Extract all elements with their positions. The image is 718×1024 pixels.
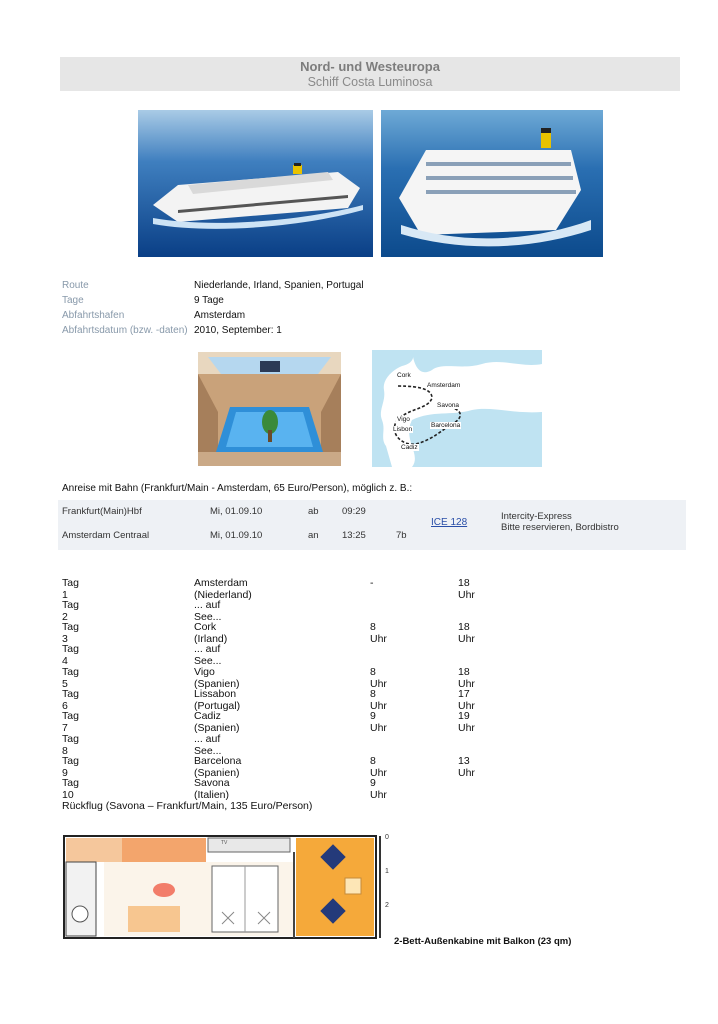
itinerary-arrival: 8 Uhr	[370, 688, 387, 712]
map-label-amsterdam: Amsterdam	[427, 382, 461, 389]
page-subtitle: Schiff Costa Luminosa	[307, 75, 433, 89]
itinerary-port: ... auf See...	[194, 599, 222, 623]
train-row-1-station: Frankfurt(Main)Hbf	[62, 506, 142, 517]
itinerary-day: Tag 8	[62, 733, 79, 757]
map-label-barcelona: Barcelona	[431, 422, 461, 429]
info-label-port: Abfahrtshafen	[62, 310, 125, 321]
itinerary-day: Tag 7	[62, 710, 79, 734]
info-label-days: Tage	[62, 295, 84, 306]
itinerary-arrival: 9 Uhr	[370, 710, 387, 734]
itinerary-port: Cork (Irland)	[194, 621, 228, 645]
itinerary-day: Tag 1	[62, 577, 79, 601]
tv-label: TV	[221, 840, 228, 846]
itinerary-departure: 18 Uhr	[458, 621, 475, 645]
pool-photo	[198, 352, 341, 466]
ship-photo-left	[138, 110, 373, 257]
itinerary-departure: 13 Uhr	[458, 755, 475, 779]
itinerary-arrival: 8 Uhr	[370, 621, 387, 645]
itinerary-day: Tag 9	[62, 755, 79, 779]
itinerary-arrival: 8 Uhr	[370, 666, 387, 690]
train-number-link[interactable]: ICE 128	[431, 517, 468, 528]
itinerary-port: Lissabon (Portugal)	[194, 688, 241, 712]
itinerary-port: Cadiz (Spanien)	[194, 710, 240, 734]
itinerary-port: ... auf See...	[194, 733, 222, 757]
train-row-1-time: 09:29	[342, 506, 366, 517]
itinerary-arrival: 8 Uhr	[370, 755, 387, 779]
itinerary-departure: 19 Uhr	[458, 710, 475, 734]
itinerary-port: Barcelona (Spanien)	[194, 755, 242, 779]
train-type-note: Intercity-Express	[501, 511, 572, 522]
itinerary-day: Tag 2	[62, 599, 79, 623]
scale-mark-2: 2	[385, 902, 389, 909]
train-row-2-platform: 7b	[396, 530, 407, 541]
train-connection-box	[58, 500, 686, 550]
itinerary-arrival: -	[370, 577, 374, 589]
train-reservation-note: Bitte reservieren, Bordbistro	[501, 522, 619, 533]
cabin-caption: 2-Bett-Außenkabine mit Balkon (23 qm)	[394, 936, 572, 947]
info-value-days: 9 Tage	[194, 295, 224, 306]
itinerary-port: Savona (Italien)	[194, 777, 230, 801]
train-row-2-time: 13:25	[342, 530, 366, 541]
train-row-2-station: Amsterdam Centraal	[62, 530, 150, 541]
page-title: Nord- und Westeuropa	[300, 59, 440, 74]
itinerary-day: Tag 6	[62, 688, 79, 712]
itinerary-departure: 18 Uhr	[458, 666, 475, 690]
return-flight-info: Rückflug (Savona – Frankfurt/Main, 135 Euro/Person)	[62, 800, 313, 812]
train-row-1-dir: ab	[308, 506, 319, 517]
map-label-vigo: Vigo	[397, 416, 410, 423]
map-label-savona: Savona	[437, 402, 460, 409]
ship-photo-right	[381, 110, 603, 257]
itinerary-port: ... auf See...	[194, 643, 222, 667]
train-row-1-date: Mi, 01.09.10	[210, 506, 263, 517]
map-label-cadiz: Cadiz	[401, 444, 418, 451]
itinerary-arrival: 9 Uhr	[370, 777, 387, 801]
info-value-route: Niederlande, Irland, Spanien, Portugal	[194, 280, 364, 291]
title-bar	[60, 57, 680, 91]
train-intro: Anreise mit Bahn (Frankfurt/Main - Amsterdam, 65 Euro/Person), möglich z. B.:	[62, 483, 413, 494]
scale-mark-1: 1	[385, 868, 389, 875]
route-map	[372, 350, 542, 467]
itinerary-port: Vigo (Spanien)	[194, 666, 240, 690]
itinerary-departure: 18 Uhr	[458, 577, 475, 601]
info-label-date: Abfahrtsdatum (bzw. -daten)	[62, 325, 188, 336]
map-label-cork: Cork	[397, 372, 411, 379]
cabin-floor-plan	[62, 834, 402, 942]
itinerary-day: Tag 10	[62, 777, 79, 801]
map-label-lisbon: Lisbon	[393, 426, 413, 433]
itinerary-day: Tag 3	[62, 621, 79, 645]
train-row-2-date: Mi, 01.09.10	[210, 530, 263, 541]
info-value-date: 2010, September: 1	[194, 325, 282, 336]
itinerary-departure: 17 Uhr	[458, 688, 475, 712]
info-value-port: Amsterdam	[194, 310, 246, 321]
scale-mark-0: 0	[385, 834, 389, 841]
itinerary-port: Amsterdam (Niederland)	[194, 577, 252, 601]
train-row-2-dir: an	[308, 530, 319, 541]
itinerary-day: Tag 4	[62, 643, 79, 667]
itinerary-day: Tag 5	[62, 666, 79, 690]
info-label-route: Route	[62, 280, 89, 291]
